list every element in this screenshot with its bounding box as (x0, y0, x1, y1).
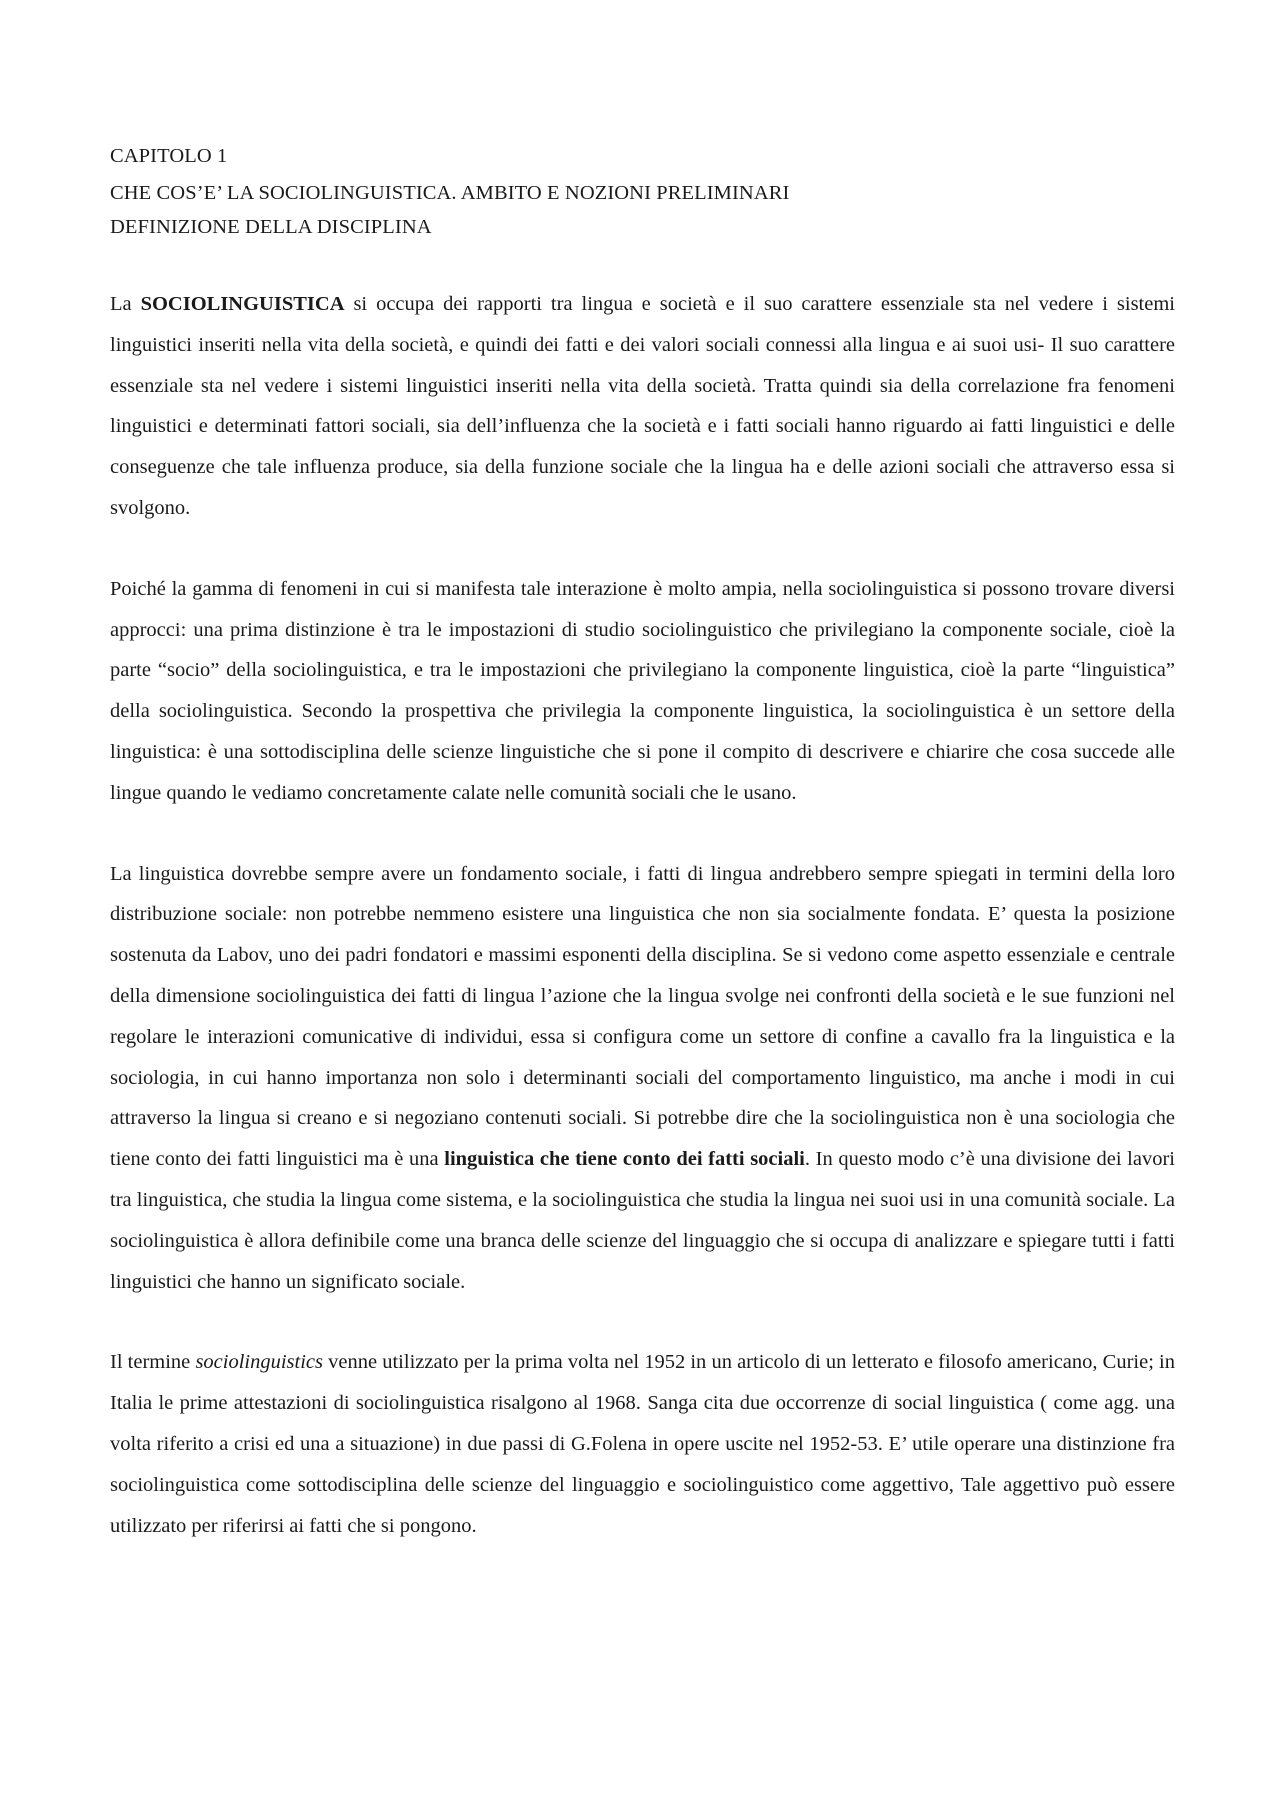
chapter-heading: CAPITOLO 1 (110, 145, 228, 167)
paragraph-4-italic: sociolinguistics (195, 1351, 323, 1374)
paragraph-2-text: Poiché la gamma di fenomeni in cui si manifesta tale interazione è molto ampia, nella sociolinguistica si possono trovare diversi approcci: una prima distinzione è tra le impostazioni di studio sociolinguistico che privilegiano la componente sociale, cioè la parte “socio” della sociolinguistica, e tra le impostazioni che privilegiano la componente linguistica, cioè la parte “linguistica” della sociolinguistica. Secondo la prospettiva che privilegia la componente linguistica, la sociolinguistica è un settore della linguistica: è una sottodisciplina delle scienze linguistiche che si pone il compito di descrivere e chiarire che cosa succede alle lingue quando le vediamo concretamente calate nelle comunità sociali che le usano. (110, 577, 1175, 804)
paragraph-1-text: si occupa dei rapporti tra lingua e società e il suo carattere essenziale sta nel vedere i sistemi linguistici inseriti nella vita della società, e quindi dei fatti e dei valori sociali connessi alla lingua e ai suoi usi- Il suo carattere essenziale sta nel vedere i sistemi linguistici inseriti nella vita della società. Tratta quindi sia della correlazione fra fenomeni linguistici e determinati fattori sociali, sia dell’influenza che la società e i fatti sociali hanno riguardo ai fatti linguistici e delle conseguenze che tale influenza produce, sia della funzione sociale che la lingua ha e delle azioni sociali che attraverso essa si svolgono. (110, 293, 1175, 519)
section-heading: DEFINIZIONE DELLA DISCIPLINA (110, 216, 432, 238)
body-text (110, 284, 1175, 1546)
paragraph-2 (110, 569, 1175, 814)
paragraph-3-bold: linguistica che tiene conto dei fatti sociali (444, 1148, 805, 1171)
chapter-title: CHE COS’E’ LA SOCIOLINGUISTICA. AMBITO E NOZIONI PRELIMINARI (110, 182, 790, 204)
paragraph-4 (110, 1342, 1175, 1546)
paragraph-3 (110, 854, 1175, 1303)
paragraph-1-lead: La (110, 293, 141, 315)
paragraph-3-text-after: . In questo modo c’è una divisione dei lavori tra linguistica, che studia la lingua come sistema, e la sociolinguistica che studia la lingua nei suoi usi in una comunità sociale. La sociolinguistica è allora definibile come una branca delle scienze del linguaggio che si occupa di analizzare e spiegare tutti i fatti linguistici che hanno un significato sociale. (110, 1148, 1175, 1293)
paragraph-1 (110, 284, 1175, 529)
document-page (110, 139, 1175, 1546)
paragraph-4-lead: Il termine (110, 1351, 196, 1374)
paragraph-4-text: venne utilizzato per la prima volta nel 1952 in un articolo di un letterato e filosofo americano, Curie; in Italia le prime attestazioni di sociolinguistica risalgono al 1968. Sanga cita due occorrenze di social linguistica ( come agg. una volta riferito a crisi ed una a situazione) in due passi di G.Folena in opere uscite nel 1952-53. E’ utile operare una distinzione fra sociolinguistica come sottodisciplina delle scienze del linguaggio e sociolinguistico come aggettivo, Tale aggettivo può essere utilizzato per riferirsi ai fatti che si pongono. (110, 1351, 1176, 1537)
paragraph-1-term: SOCIOLINGUISTICA (140, 293, 345, 315)
paragraph-3-text-before: La linguistica dovrebbe sempre avere un fondamento sociale, i fatti di lingua andrebbero sempre spiegati in termini della loro distribuzione sociale: non potrebbe nemmeno esistere una linguistica che non sia socialmente fondata. E’ questa la posizione sostenuta da Labov, uno dei padri fondatori e massimi esponenti della disciplina. Se si vedono come aspetto essenziale e centrale della dimensione sociolinguistica dei fatti di lingua l’azione che la lingua svolge nei confronti della società e le sue funzioni nel regolare le interazioni comunicative di individui, essa si configura come un settore di confine a cavallo fra la linguistica e la sociologia, in cui hanno importanza non solo i determinanti sociali del comportamento linguistico, ma anche i modi in cui attraverso la lingua si creano e si negoziano contenuti sociali. Si potrebbe dire che la sociolinguistica non è una sociologia che tiene conto dei fatti linguistici ma è una (110, 862, 1175, 1171)
